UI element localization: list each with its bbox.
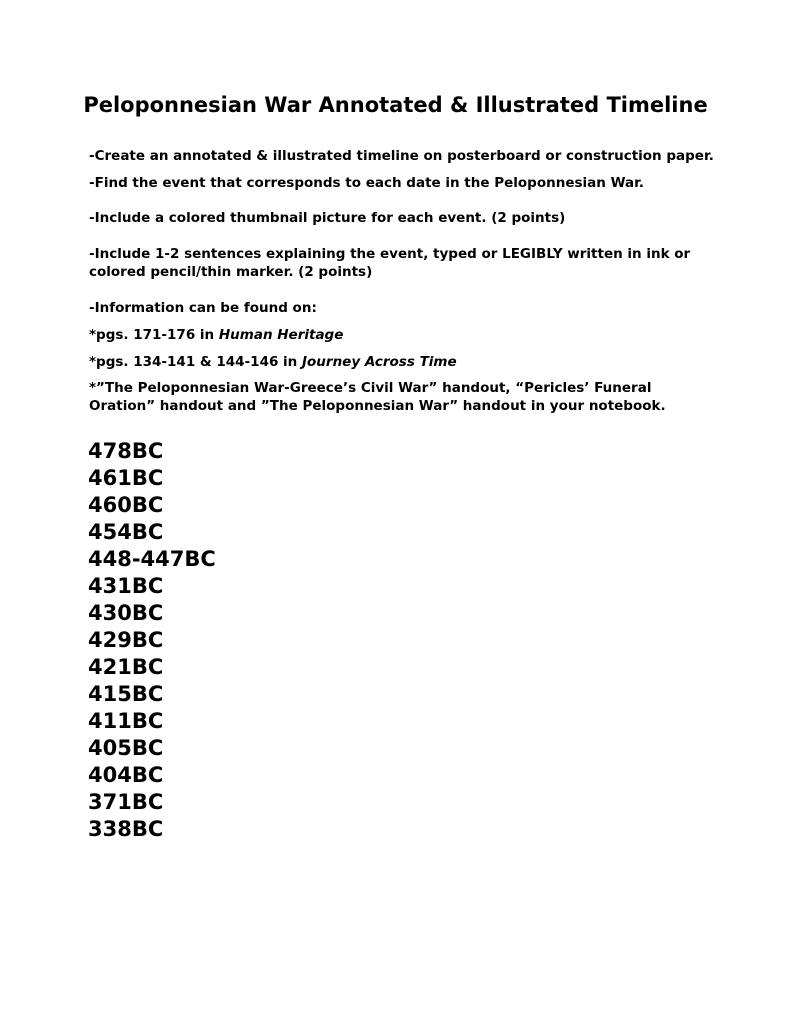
- timeline-date: 454BC: [88, 520, 164, 544]
- timeline-date: 338BC: [88, 817, 164, 841]
- instruction-sentences-line-2: colored pencil/thin marker. (2 points): [89, 264, 373, 280]
- timeline-date: 461BC: [88, 466, 164, 490]
- timeline-date: 429BC: [88, 628, 164, 652]
- source-1-pages: *pgs. 171-176 in: [89, 327, 219, 343]
- timeline-date: 404BC: [88, 763, 164, 787]
- timeline-date: 460BC: [88, 493, 164, 517]
- instruction-sentences-line-1: -Include 1-2 sentences explaining the event, typed or LEGIBLY written in ink or: [89, 246, 691, 262]
- source-handouts-line-1: *”The Peloponnesian War-Greece’s Civil War” handout, “Pericles’ Funeral: [89, 380, 652, 396]
- source-2-pages: *pgs. 134-141 & 144-146 in: [89, 354, 302, 370]
- timeline-date: 421BC: [88, 655, 164, 679]
- source-journey-across-time: [89, 353, 457, 371]
- timeline-date: 415BC: [88, 682, 164, 706]
- source-1-book-title: Human Heritage: [218, 327, 344, 343]
- instruction-find: -Find the event that corresponds to each date in the Peloponnesian War.: [89, 175, 644, 191]
- timeline-date: 411BC: [88, 709, 164, 733]
- timeline-date: 371BC: [88, 790, 164, 814]
- source-2-book-title: Journey Across Time: [302, 354, 457, 370]
- timeline-date: 405BC: [88, 736, 164, 760]
- timeline-dates-list: [88, 438, 216, 843]
- instruction-create: -Create an annotated & illustrated timeline on posterboard or construction paper.: [89, 148, 714, 164]
- timeline-date: 478BC: [88, 439, 164, 463]
- source-human-heritage: [89, 326, 343, 344]
- timeline-date: 448-447BC: [88, 547, 216, 571]
- timeline-date: 431BC: [88, 574, 164, 598]
- info-heading: -Information can be found on:: [89, 300, 317, 316]
- instruction-picture: -Include a colored thumbnail picture for each event. (2 points): [89, 210, 566, 226]
- page-title: Peloponnesian War Annotated & Illustrated Timeline: [83, 93, 708, 117]
- source-handouts-line-2: Oration” handout and ”The Peloponnesian War” handout in your notebook.: [89, 398, 666, 414]
- timeline-date: 430BC: [88, 601, 164, 625]
